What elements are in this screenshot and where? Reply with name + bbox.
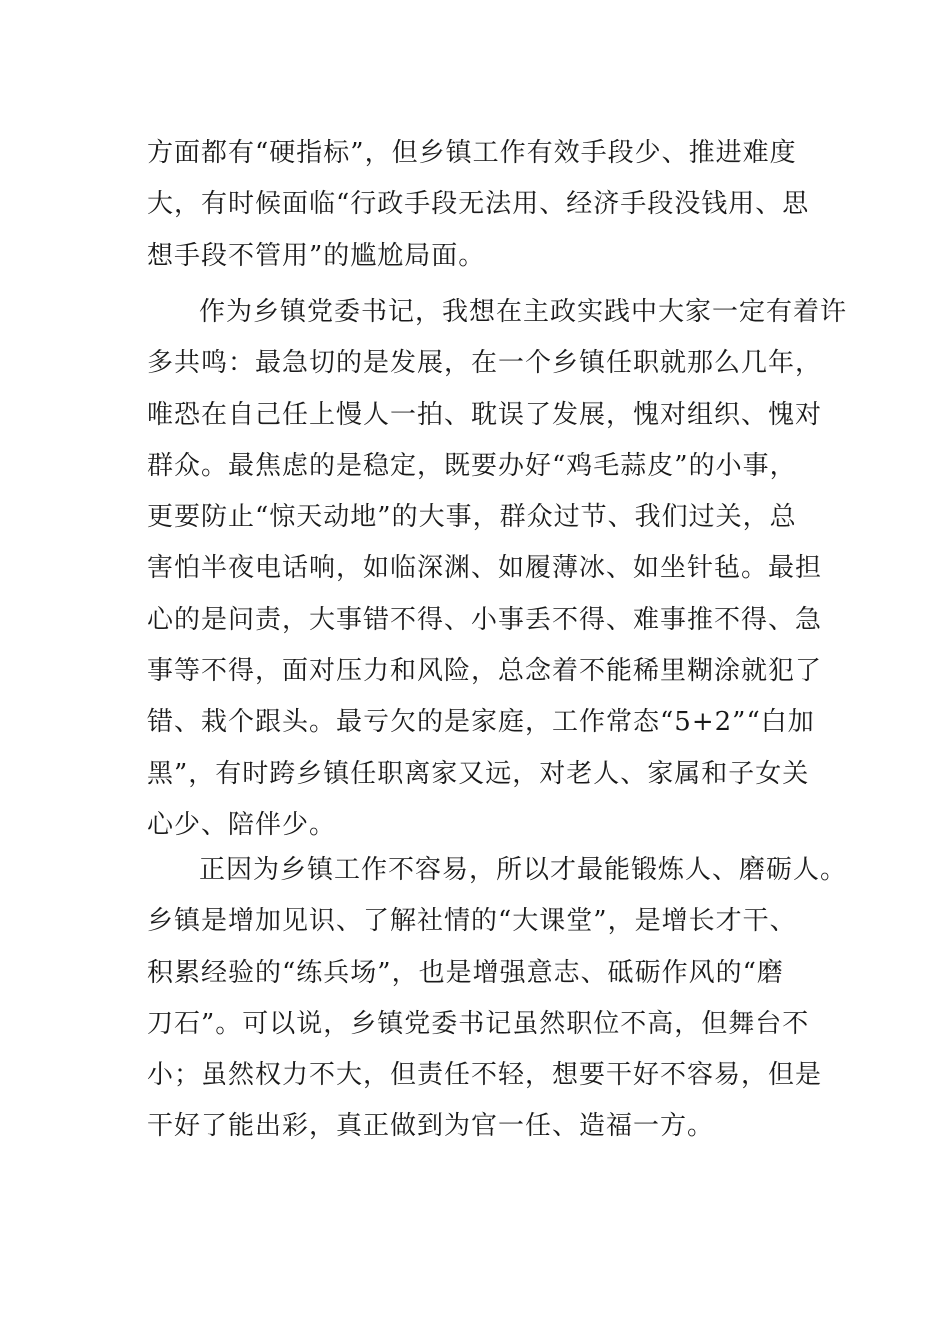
paragraph-continuation bbox=[147, 128, 810, 282]
text-line: 乡镇是增加见识、了解社情的“大课堂”，是增长才干、 bbox=[147, 906, 797, 937]
text-line: 唯恐在自己任上慢人一拍、耽误了发展，愧对组织、愧对 bbox=[147, 399, 823, 430]
text-line: 积累经验的“练兵场”，也是增强意志、砥砺作风的“磨 bbox=[147, 957, 784, 988]
text-line: 想手段不管用”的尴尬局面。 bbox=[147, 240, 486, 271]
paragraph-township-training bbox=[147, 845, 848, 1153]
text-line: 错、栽个跟头。最亏欠的是家庭，工作常态“5+2”“白加 bbox=[147, 707, 815, 738]
text-line: 更要防止“惊天动地”的大事，群众过节、我们过关，总 bbox=[147, 502, 797, 533]
text-line: 方面都有“硬指标”，但乡镇工作有效手段少、推进难度 bbox=[147, 138, 797, 168]
text-line: 多共鸣：最急切的是发展，在一个乡镇任职就那么几年， bbox=[147, 348, 823, 379]
text-line: 大，有时候面临“行政手段无法用、经济手段没钱用、思 bbox=[147, 189, 810, 220]
text-line: 心的是问责，大事错不得、小事丢不得、难事推不得、急 bbox=[147, 604, 823, 635]
text-line: 黑”，有时跨乡镇任职离家又远，对老人、家属和子女关 bbox=[147, 758, 810, 789]
text-line: 害怕半夜电话响，如临深渊、如履薄冰、如坐针毡。最担 bbox=[147, 553, 823, 584]
text-line: 正因为乡镇工作不容易，所以才最能锻炼人、磨砺人。 bbox=[199, 855, 848, 885]
text-line: 干好了能出彩，真正做到为官一任、造福一方。 bbox=[147, 1111, 715, 1142]
paragraph-party-secretary-concerns bbox=[147, 287, 848, 851]
text-line: 作为乡镇党委书记，我想在主政实践中大家一定有着许 bbox=[199, 297, 848, 327]
text-line: 事等不得，面对压力和风险，总念着不能稀里糊涂就犯了 bbox=[147, 656, 823, 687]
text-line: 刀石”。可以说，乡镇党委书记虽然职位不高，但舞台不 bbox=[147, 1008, 810, 1039]
text-line: 群众。最焦虑的是稳定，既要办好“鸡毛蒜皮”的小事， bbox=[147, 450, 797, 481]
text-line: 小；虽然权力不大，但责任不轻，想要干好不容易，但是 bbox=[147, 1060, 823, 1091]
text-line: 心少、陪伴少。 bbox=[147, 809, 337, 840]
